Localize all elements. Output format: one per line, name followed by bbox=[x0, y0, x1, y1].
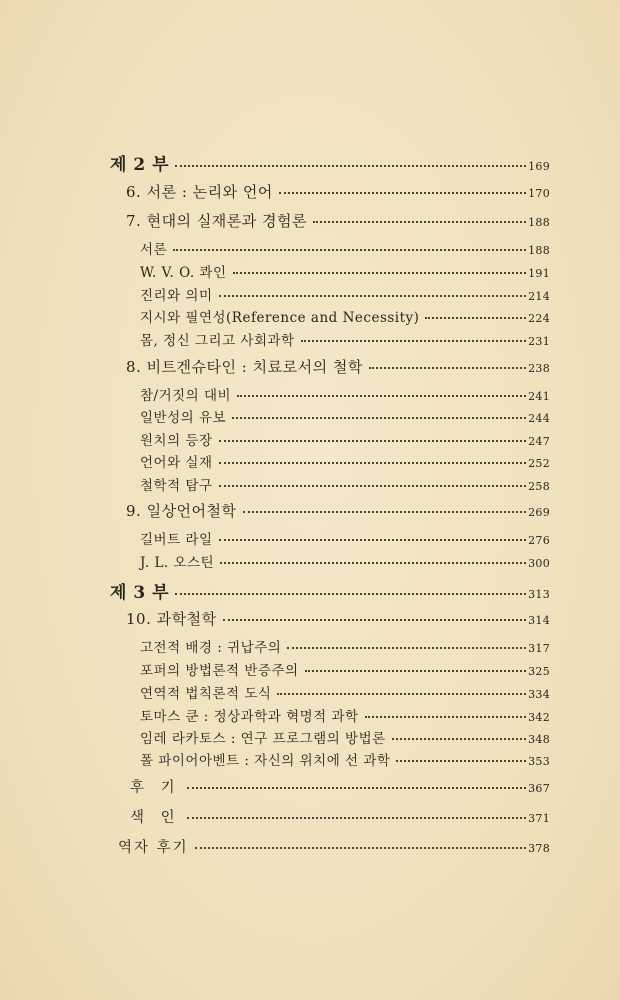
toc-page-number: 314 bbox=[528, 614, 550, 627]
leader-dots bbox=[220, 562, 526, 564]
toc-page-number: 252 bbox=[528, 457, 550, 470]
toc-entry-section bbox=[140, 727, 550, 747]
leader-dots bbox=[425, 317, 526, 319]
toc-entry-section bbox=[140, 682, 550, 702]
toc-label: 역자 후기 bbox=[118, 840, 189, 856]
leader-dots bbox=[392, 738, 526, 740]
toc-page-number: 334 bbox=[528, 688, 550, 701]
toc-page-number: 214 bbox=[528, 290, 550, 303]
toc-label: 일반성의 유보 bbox=[140, 410, 227, 426]
toc-label: 제 3 부 bbox=[110, 583, 170, 603]
toc-page-number: 170 bbox=[528, 187, 550, 200]
toc-label: 포퍼의 방법론적 반증주의 bbox=[140, 663, 299, 679]
leader-dots bbox=[237, 395, 526, 397]
toc-entry-section bbox=[140, 749, 550, 769]
toc-label: 언어와 실재 bbox=[140, 455, 213, 471]
toc-entry-section bbox=[140, 261, 550, 281]
toc-label: 6. 서론 : 논리와 언어 bbox=[126, 183, 273, 201]
toc-page-number: 276 bbox=[528, 534, 550, 547]
toc-page-number: 342 bbox=[528, 711, 550, 724]
toc-label: 고전적 배경 : 귀납주의 bbox=[140, 640, 282, 656]
toc-entry-chapter-6 bbox=[126, 181, 550, 202]
toc-page-number: 300 bbox=[528, 557, 550, 570]
toc-page-number: 258 bbox=[528, 480, 550, 493]
toc-entry-part-3 bbox=[110, 578, 550, 603]
toc-entry-section bbox=[140, 406, 550, 426]
toc-entry-section bbox=[140, 528, 550, 548]
toc-page-number: 247 bbox=[528, 435, 550, 448]
leader-dots bbox=[277, 693, 526, 695]
toc-label: 토마스 쿤 : 정상과학과 혁명적 과학 bbox=[140, 709, 359, 725]
toc-page-number: 238 bbox=[528, 362, 550, 375]
toc-label: 색 인 bbox=[130, 810, 181, 826]
toc-page-number: 325 bbox=[528, 665, 550, 678]
toc-entry-section bbox=[140, 551, 550, 571]
leader-dots bbox=[287, 647, 526, 649]
leader-dots bbox=[305, 670, 527, 672]
toc-page-number: 244 bbox=[528, 412, 550, 425]
toc-label: 폴 파이어아벤트 : 자신의 위치에 선 과학 bbox=[140, 753, 391, 769]
toc-label: 서론 bbox=[140, 242, 168, 258]
toc-label: J. L. 오스틴 bbox=[140, 555, 215, 571]
toc-label: 몸, 정신 그리고 사회과학 bbox=[140, 333, 295, 349]
leader-dots bbox=[233, 272, 527, 274]
leader-dots bbox=[219, 440, 527, 442]
leader-dots bbox=[313, 221, 526, 223]
toc-entry-translator-afterword bbox=[118, 836, 550, 857]
leader-dots bbox=[173, 249, 526, 251]
toc-page-number: 371 bbox=[528, 812, 550, 825]
toc-page-number: 378 bbox=[528, 842, 550, 855]
toc-entry-section bbox=[140, 705, 550, 725]
leader-dots bbox=[175, 593, 526, 595]
leader-dots bbox=[219, 485, 527, 487]
toc-label: 제 2 부 bbox=[110, 155, 170, 175]
toc-entry-section bbox=[140, 636, 550, 656]
leader-dots bbox=[369, 367, 526, 369]
leader-dots bbox=[187, 817, 526, 819]
toc-page-number: 188 bbox=[528, 216, 550, 229]
toc-entry-chapter-8 bbox=[126, 356, 550, 377]
toc-label: 후 기 bbox=[130, 780, 181, 796]
toc-page-number: 231 bbox=[528, 335, 550, 348]
toc-entry-part-2 bbox=[110, 150, 550, 175]
toc-page-number: 313 bbox=[528, 588, 550, 601]
toc-entry-index bbox=[130, 806, 550, 827]
toc-page-number: 191 bbox=[528, 267, 550, 280]
toc-entry-section bbox=[140, 329, 550, 349]
toc-page-number: 241 bbox=[528, 390, 550, 403]
toc-entry-section bbox=[140, 306, 550, 326]
toc-label: 철학적 탐구 bbox=[140, 478, 213, 494]
toc-page-number: 367 bbox=[528, 782, 550, 795]
toc-page-number: 169 bbox=[528, 160, 550, 173]
toc-entry-section bbox=[140, 429, 550, 449]
leader-dots bbox=[219, 295, 527, 297]
toc-label: 진리와 의미 bbox=[140, 288, 213, 304]
toc-label: 길버트 라일 bbox=[140, 532, 213, 548]
leader-dots bbox=[195, 847, 526, 849]
toc-entry-afterword bbox=[130, 776, 550, 797]
toc-label: 원치의 등장 bbox=[140, 433, 213, 449]
toc-entry-section bbox=[140, 659, 550, 679]
toc-page-number: 224 bbox=[528, 312, 550, 325]
leader-dots bbox=[279, 192, 526, 194]
toc-label: 임레 라카토스 : 연구 프로그램의 방법론 bbox=[140, 731, 386, 747]
toc-page-number: 269 bbox=[528, 506, 550, 519]
toc-label: 7. 현대의 실재론과 경험론 bbox=[126, 212, 308, 230]
toc-label: 참/거짓의 대비 bbox=[140, 388, 232, 404]
leader-dots bbox=[223, 619, 527, 621]
leader-dots bbox=[187, 787, 526, 789]
leader-dots bbox=[219, 539, 527, 541]
leader-dots bbox=[365, 716, 527, 718]
leader-dots bbox=[396, 760, 526, 762]
toc-label: 지시와 필연성(Reference and Necessity) bbox=[140, 310, 420, 326]
toc-page-number: 317 bbox=[528, 642, 550, 655]
toc-page-number: 348 bbox=[528, 733, 550, 746]
toc-label: 9. 일상언어철학 bbox=[126, 502, 237, 520]
toc-entry-section bbox=[140, 384, 550, 404]
leader-dots bbox=[232, 417, 526, 419]
toc-page-number: 353 bbox=[528, 755, 550, 768]
toc-entry-chapter-10 bbox=[126, 608, 550, 629]
toc-entry-section bbox=[140, 238, 550, 258]
toc-label: W. V. O. 콰인 bbox=[140, 265, 227, 281]
toc-entry-section bbox=[140, 474, 550, 494]
toc-page-number: 188 bbox=[528, 244, 550, 257]
toc-entry-section bbox=[140, 451, 550, 471]
toc-entry-section bbox=[140, 284, 550, 304]
leader-dots bbox=[175, 165, 526, 167]
toc-label: 8. 비트겐슈타인 : 치료로서의 철학 bbox=[126, 358, 363, 376]
toc-label: 연역적 법칙론적 도식 bbox=[140, 686, 272, 702]
leader-dots bbox=[301, 340, 527, 342]
toc-entry-chapter-7 bbox=[126, 210, 550, 231]
leader-dots bbox=[243, 511, 527, 513]
leader-dots bbox=[219, 462, 527, 464]
toc-entry-chapter-9 bbox=[126, 500, 550, 521]
toc-label: 10. 과학철학 bbox=[126, 610, 217, 628]
